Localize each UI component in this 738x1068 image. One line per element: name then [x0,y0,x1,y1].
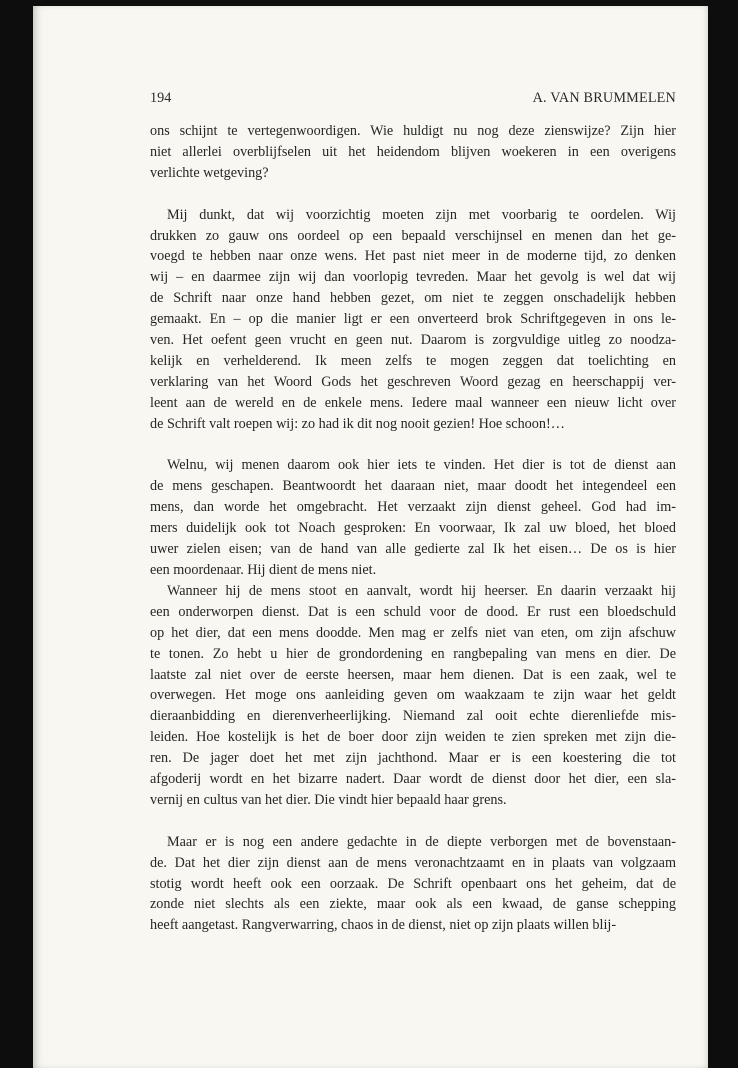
text-line: mers duidelijk ook tot Noach gesproken: En voorwaar, Ik zal uw bloed, het bloed [150,520,676,537]
text-line: de Schrift naar onze hand hebben gezet, om niet te zeggen onschadelijk hebben [150,290,676,307]
text-line: Maar er is nog een andere gedachte in de diepte verborgen met de bovenstaan- [167,833,676,850]
body-text [150,121,676,936]
running-head-author: A. VAN BRUMMELEN [532,90,676,106]
text-line: vernij en cultus van het dier. Die vindt hier bepaald haar grens. [150,791,507,808]
paragraph-gap [150,811,676,832]
text-line: de Schrift valt roepen wij: zo had ik dit nog nooit gezien! Hoe schoon!… [150,415,565,432]
running-head [150,90,676,110]
text-line: niet allerlei overblijfselen uit het heidendom blijven woekeren in een overigens [150,143,676,160]
paragraph [150,581,676,811]
text-line: verklaring van het Woord Gods het geschreven Woord gezag en heerschappij ver- [150,373,676,390]
text-line: een onderworpen dienst. Dat is een schuld voor de dood. Er rust een bloedschuld [150,603,676,620]
scan-border-right [708,0,738,1068]
text-line: voegd te hebben naar onze wens. Het past niet meer in de moderne tijd, zo denken [150,248,676,265]
text-line: overwegen. Het moge ons aanleiding geven om waakzaam te zijn waar het geldt [150,687,676,704]
text-line: ons schijnt te vertegenwoordigen. Wie huldigt nu nog deze zienswijze? Zijn hier [150,123,676,139]
text-line: dieraanbidding en dierenverheerlijking. Niemand zal ooit echte dierenliefde mis- [150,708,676,725]
paragraph [150,205,676,435]
scan-border-left [0,0,33,1068]
text-line: drukken zo gauw ons oordeel op een bepaald verschijnsel en menen dan het ge- [150,227,676,244]
text-line: mens, dan worde het omgebracht. Het verzaakt zijn dienst geheel. God had im- [150,499,676,516]
text-line: Wanneer hij de mens stoot en aanvalt, wordt hij heerser. En daarin verzaakt hij [167,582,676,599]
paragraph-gap [150,435,676,456]
text-line: uwer zielen eisen; van de hand van alle gedierte zal Ik het eisen… De os is hier [150,541,676,558]
text-line: wij – en daarmee zijn wij dan voorlopig tevreden. Maar het gevolg is wel dat wij [150,269,676,286]
text-line: afgoderij wordt en het bizarre nadert. Daar wordt de dienst door het dier, een sla- [150,771,676,788]
paragraph [150,121,676,184]
text-line: ven. Het oefent geen vrucht en geen nut. Daarom is zorgvuldige uitleg zo noodza- [150,332,676,349]
text-line: leent aan de wereld en de enkele mens. Iedere maal wanneer een nieuw licht over [150,394,676,411]
text-line: ren. De jager doet het met zijn jachthond. Maar er is een koestering die tot [150,750,676,767]
paragraph [150,455,676,580]
text-line: kelijk en verhelderend. Ik meen zelfs te mogen zeggen dat toelichting en [150,352,676,369]
text-line: zonde niet slechts als een ziekte, maar ook als een kwaad, de ganse schepping [150,896,676,913]
text-line: stotig wordt heeft ook een oorzaak. De Schrift openbaart ons het geheim, dat de [150,875,676,892]
text-line: laatste zal niet over de eerste heersen, maar hem dienen. Dat is een zaak, wel te [150,666,676,683]
paragraph [150,832,676,937]
paragraph-gap [150,184,676,205]
text-line: de. Dat het dier zijn dienst aan de mens veronachtzaamt en in plaats van volgzaam [150,854,676,871]
text-line: Mij dunkt, dat wij voorzichtig moeten zijn met voorbarig te oordelen. Wij [167,206,676,223]
text-line: leiden. Hoe kostelijk is het de boer door zijn weiden te zien spreken met zijn die- [150,729,676,746]
text-line: te tonen. Zo hebt u hier de grondordening en rangbepaling van mens en dier. De [150,645,676,662]
text-line: op het dier, dat een mens doodde. Men mag er zelfs niet van eten, om zijn afschuw [150,624,676,641]
page-number: 194 [150,90,172,106]
text-line: verlichte wetgeving? [150,164,269,181]
text-line: Welnu, wij menen daarom ook hier iets te vinden. Het dier is tot de dienst aan [167,457,676,474]
text-line: heeft aangetast. Rangverwarring, chaos in de dienst, niet op zijn plaats willen blij- [150,917,617,934]
text-line: gemaakt. En – op die manier ligt er een onverteerd brok Schriftgegeven in ons le- [150,311,676,328]
text-line: de mens geschapen. Beantwoordt het daaraan niet, maar doodt het integendeel een [150,478,676,495]
text-line: een moordenaar. Hij dient de mens niet. [150,562,377,578]
